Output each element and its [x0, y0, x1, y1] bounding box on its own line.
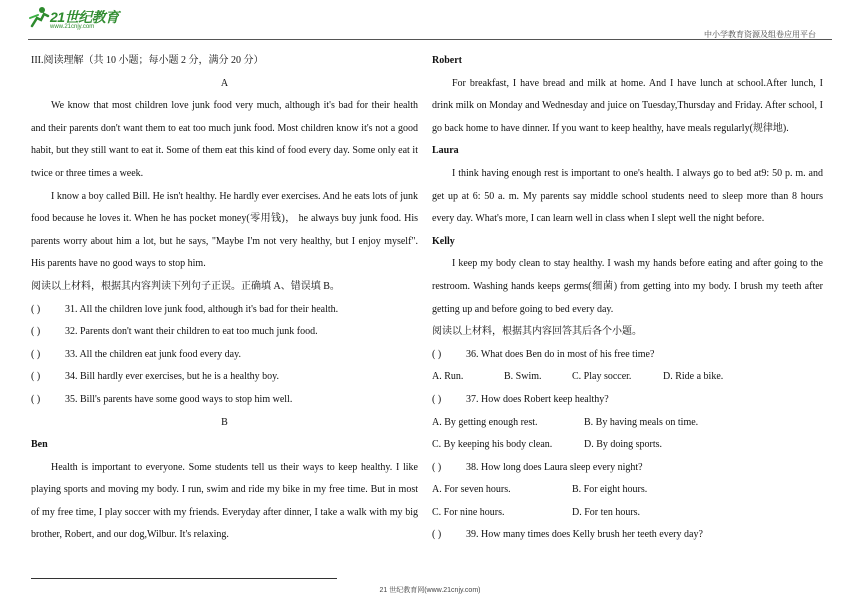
question-text: 39. How many times does Kelly brush her teeth every day? — [466, 529, 703, 541]
answer-blank[interactable]: ( ) — [31, 303, 41, 315]
question-text: 36. What does Ben do in most of his free time? — [466, 348, 655, 360]
answer-blank[interactable]: ( ) — [31, 348, 41, 360]
question-text: 38. How long does Laura sleep every night? — [466, 461, 643, 473]
question-32 — [31, 321, 418, 344]
option[interactable]: C. By keeping his body clean. — [432, 439, 553, 451]
runner-logo-icon — [28, 6, 50, 28]
answer-blank[interactable]: ( ) — [432, 393, 442, 405]
speaker-ben: Ben — [31, 439, 48, 451]
question-33 — [31, 344, 418, 367]
speaker-laura: Laura — [432, 145, 459, 157]
section-title: III.阅读理解（共 10 小题；每小题 2 分，满分 20 分） — [31, 55, 264, 66]
option[interactable]: D. Ride a bike. — [663, 371, 724, 383]
passage-a-paragraph-2: I know a boy called Bill. He isn't healthy. He hardly ever exercises. And he eats lots of junk food because he loves it. When he has pocket money(零用钱)， he always buy junk food. His parents worry about him a lot, but he says, "Maybe I'm not very healthy, but I enjoy myself". His parents have no good ways to stop him. — [31, 190, 418, 270]
question-36 — [432, 344, 823, 367]
option[interactable]: D. For ten hours. — [572, 506, 641, 518]
option[interactable]: C. Play soccer. — [572, 371, 632, 383]
option[interactable]: C. For nine hours. — [432, 506, 505, 518]
answer-blank[interactable]: ( ) — [31, 326, 41, 338]
question-38 — [432, 457, 823, 480]
answer-blank[interactable]: ( ) — [432, 348, 442, 360]
question-text: 37. How does Robert keep healthy? — [466, 393, 609, 405]
question-text: 34. Bill hardly ever exercises, but he is a healthy boy. — [65, 371, 280, 383]
left-column — [31, 50, 418, 547]
right-column — [432, 50, 823, 547]
logo-text: 21世纪教育 — [50, 9, 119, 25]
option[interactable]: B. By having meals on time. — [584, 416, 699, 428]
question-39 — [432, 524, 823, 547]
question-36-options — [432, 366, 823, 389]
speaker-kelly: Kelly — [432, 235, 455, 247]
option[interactable]: D. By doing sports. — [584, 439, 663, 451]
instruction-b: 阅读以上材料，根据其内容回答其后各个小题。 — [432, 326, 642, 338]
question-35 — [31, 389, 418, 412]
answer-blank[interactable]: ( ) — [432, 529, 442, 541]
option[interactable]: A. For seven hours. — [432, 484, 511, 496]
question-text: 35. Bill's parents have some good ways to stop him well. — [65, 393, 293, 405]
ben-paragraph: Health is important to everyone. Some students tell us their ways to keep healthy. I like playing sports and moving my body. I run, swim and ride my bike in my free time. But in most of my free time, I play soccer with my friends. Everyday after dinner, I take a walk with my big brother, Robert, and our dog,Wilbur. It's relaxing. — [31, 461, 418, 541]
option[interactable]: A. By getting enough rest. — [432, 416, 538, 428]
question-text: 31. All the children love junk food, although it's bad for their health. — [65, 303, 339, 315]
logo-url: www.21cnjy.com — [50, 24, 95, 30]
question-38-options — [432, 479, 823, 502]
option[interactable]: A. Run. — [432, 371, 464, 383]
question-text: 33. All the children eat junk food every day. — [65, 348, 241, 360]
passage-b-label: B — [221, 416, 228, 428]
speaker-robert: Robert — [432, 55, 462, 66]
kelly-paragraph: I keep my body clean to stay healthy. I wash my hands before eating and after going to the restroom. Washing hands keeps germs(细菌) from getting into my body. I brush my teeth after getting up and before going to bed every day. — [432, 258, 823, 315]
header-divider — [28, 39, 832, 40]
answer-blank[interactable]: ( ) — [432, 461, 442, 473]
question-37 — [432, 389, 823, 412]
robert-paragraph: For breakfast, I have bread and milk at home. And I have lunch at school.After lunch, I drink milk on Monday and Wednesday and juice on Tuesday,Thursday and Friday. After school, I go back home to have dinner. If you want to keep healthy, have meals regularly(规律地). — [432, 77, 823, 134]
question-37-options-row-2 — [432, 434, 823, 457]
option[interactable]: B. Swim. — [504, 371, 542, 383]
question-text: 32. Parents don't want their children to eat too much junk food. — [65, 326, 318, 338]
instruction-a: 阅读以上材料，根据其内容判读下列句子正误。正确填 A、错误填 B。 — [31, 280, 340, 292]
footer-divider — [31, 578, 337, 579]
option[interactable]: B. For eight hours. — [572, 484, 648, 496]
footer-text: 21 世纪教育网(www.21cnjy.com) — [379, 587, 481, 594]
platform-name: 中小学教育资源及组卷应用平台 — [704, 30, 816, 39]
laura-paragraph: I think having enough rest is important to one's health. I always go to bed at9: 50 p. m. and get up at 6: 50 a. m. My parents say middle school students need to sleep more than 8 hours every day. What's more, I can learn well in class when I slept well the night before. — [432, 167, 823, 225]
answer-blank[interactable]: ( ) — [31, 371, 41, 383]
question-38-options-row-2 — [432, 502, 823, 525]
site-logo — [28, 6, 148, 34]
answer-blank[interactable]: ( ) — [31, 393, 41, 405]
question-31 — [31, 299, 418, 322]
question-37-options — [432, 412, 823, 435]
question-34 — [31, 366, 418, 389]
passage-a-label: A — [220, 77, 229, 89]
passage-a-paragraph-1: We know that most children love junk food very much, although it's bad for their health and their parents don't want them to eat too much junk food. Most children know it's not a good habit, but they still want to eat it. Some of them eat this kind of food every day. Some only eat it twice or three times a week. — [31, 100, 418, 179]
